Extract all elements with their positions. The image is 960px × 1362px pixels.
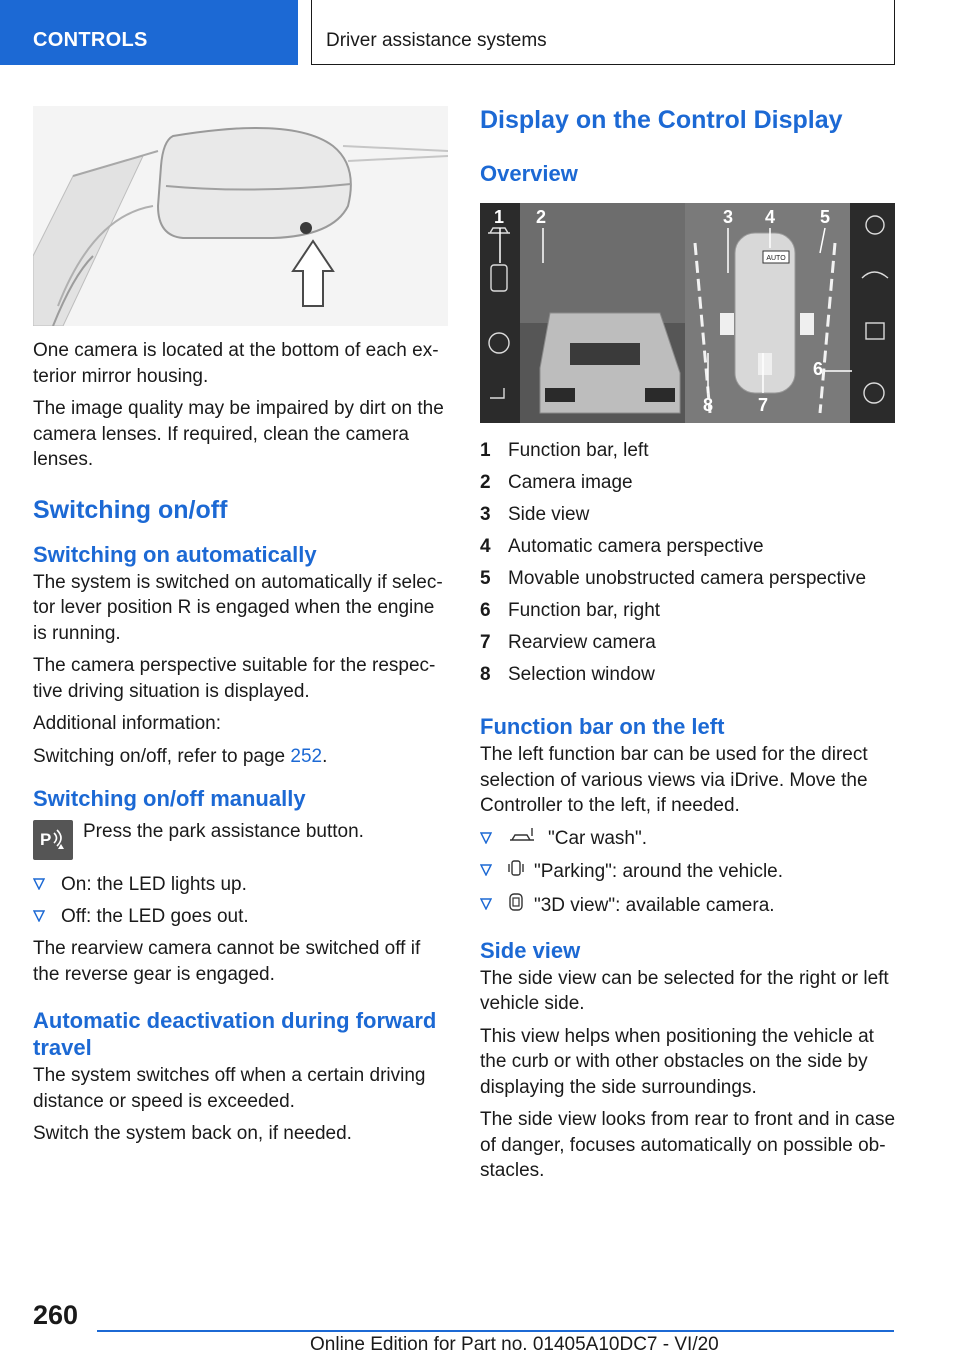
legend-number: 2 xyxy=(480,472,491,493)
bullet-triangle-icon xyxy=(480,832,492,844)
list-item xyxy=(480,826,898,851)
legend-row xyxy=(480,435,898,467)
legend-number: 3 xyxy=(480,504,491,525)
legend-text: Function bar, right xyxy=(508,600,661,621)
list-item xyxy=(480,858,898,885)
callout-2: 2 xyxy=(536,207,547,227)
legend-number: 1 xyxy=(480,440,491,461)
legend-text: Movable unobstructed camera perspective xyxy=(508,568,867,589)
bullet-text: "Parking": around the vehicle. xyxy=(534,860,784,882)
legend-number: 8 xyxy=(480,664,491,685)
bullet-text: "Car wash". xyxy=(548,827,648,849)
auto-badge: AUTO xyxy=(766,255,786,262)
legend-row xyxy=(480,659,898,691)
manual-note: The rearview camera cannot be switched off if the reverse gear is engaged. xyxy=(33,938,421,985)
heading-switching-manual: Switching on/off manually xyxy=(33,786,306,811)
legend-list xyxy=(480,435,898,691)
callout-3: 3 xyxy=(723,207,734,227)
legend-row xyxy=(480,563,898,595)
page-reference xyxy=(33,744,448,770)
side-paragraph: This view helps when positioning the vehicle at the curb or with other obstacles on the side by displaying the side surroundings. xyxy=(480,1025,874,1098)
park-assist-instruction xyxy=(33,820,448,860)
legend-row xyxy=(480,531,898,563)
legend-row xyxy=(480,467,898,499)
heading-switching: Switching on/off xyxy=(33,495,228,524)
intro-paragraph: One camera is located at the bottom of each ex-terior mirror housing. xyxy=(33,340,439,387)
left-column xyxy=(33,106,448,1154)
control-display-screenshot xyxy=(480,203,895,423)
legend-row xyxy=(480,627,898,659)
legend-number: 6 xyxy=(480,600,491,621)
auto-paragraph: Additional information: xyxy=(33,713,221,734)
callout-1: 1 xyxy=(494,207,505,227)
side-paragraph: The side view can be selected for the right or left vehicle side. xyxy=(480,967,889,1014)
callout-6: 6 xyxy=(813,359,824,379)
mirror-camera-illustration xyxy=(33,106,448,326)
legend-text: Automatic camera perspective xyxy=(508,536,764,557)
right-column xyxy=(480,100,898,1191)
park-assist-button-icon xyxy=(33,820,73,860)
side-paragraph: The side view looks from rear to front and in case of danger, focuses automatically on possible ob-stacles. xyxy=(480,1109,896,1181)
bullet-triangle-icon xyxy=(480,864,492,876)
section-title: Driver assistance systems xyxy=(326,30,547,51)
funcbar-paragraph: The left function bar can be used for the direct selection of various views via iDrive. Move the Controller to the left, if needed. xyxy=(480,744,868,816)
legend-text: Function bar, left xyxy=(508,440,649,461)
list-item xyxy=(33,872,448,897)
legend-number: 4 xyxy=(480,536,491,557)
legend-row xyxy=(480,595,898,627)
header-divider xyxy=(311,0,312,65)
intro-paragraph: The image quality may be impaired by dirt on the camera lenses. If required, clean the camera lenses. xyxy=(33,398,444,470)
bullet-text: Off: the LED goes out. xyxy=(61,906,249,927)
legend-text: Rearview camera xyxy=(508,632,656,653)
svg-text:P: P xyxy=(40,830,52,849)
reference-suffix: . xyxy=(322,745,328,767)
legend-number: 7 xyxy=(480,632,491,653)
callout-4: 4 xyxy=(765,207,776,227)
bullet-text: On: the LED lights up. xyxy=(61,874,247,895)
heading-switching-auto: Switching on automatically xyxy=(33,541,317,567)
list-item xyxy=(480,892,898,919)
heading-side-view: Side view xyxy=(480,937,581,963)
header-divider xyxy=(894,0,895,65)
chapter-label: CONTROLS xyxy=(33,29,148,51)
reference-text: Switching on/off, refer to page xyxy=(33,745,291,767)
manual-text: Press the park assistance button. xyxy=(83,821,364,842)
chapter-tab xyxy=(0,0,298,65)
led-bullet-list xyxy=(33,872,448,929)
legend-text: Camera image xyxy=(508,472,633,493)
edition-text: Online Edition for Part no. 01405A10DC7 - VI/20 xyxy=(310,1334,719,1355)
auto-paragraph: The system is switched on automatically if selec-tor lever position R is engaged when the engine is running. xyxy=(33,571,443,644)
heading-control-display: Display on the Control Display xyxy=(480,106,843,134)
heading-function-bar-left: Function bar on the left xyxy=(480,714,725,739)
3d-view-icon xyxy=(508,892,524,919)
deact-paragraph: Switch the system back on, if needed. xyxy=(33,1123,352,1144)
bullet-triangle-icon xyxy=(480,898,492,910)
callout-7: 7 xyxy=(758,395,769,415)
legend-text: Side view xyxy=(508,504,590,525)
callout-5: 5 xyxy=(820,207,831,227)
car-wash-icon xyxy=(508,826,538,851)
list-item xyxy=(33,904,448,929)
footer-divider xyxy=(97,1330,894,1332)
heading-auto-deactivation: Automatic deactivation during forward travel xyxy=(33,1008,437,1060)
header-divider xyxy=(311,64,895,65)
callout-8: 8 xyxy=(703,395,714,415)
view-bullet-list xyxy=(480,826,898,919)
page-number: 260 xyxy=(33,1300,79,1330)
legend-row xyxy=(480,499,898,531)
heading-overview: Overview xyxy=(480,161,578,186)
auto-paragraph: The camera perspective suitable for the respec-tive driving situation is displayed. xyxy=(33,655,436,702)
page-link[interactable]: 252 xyxy=(290,745,323,767)
deact-paragraph: The system switches off when a certain driving distance or speed is exceeded. xyxy=(33,1065,426,1112)
legend-number: 5 xyxy=(480,568,491,589)
bullet-text: "3D view": available camera. xyxy=(534,894,775,916)
legend-text: Selection window xyxy=(508,664,655,685)
parking-icon xyxy=(508,858,524,885)
